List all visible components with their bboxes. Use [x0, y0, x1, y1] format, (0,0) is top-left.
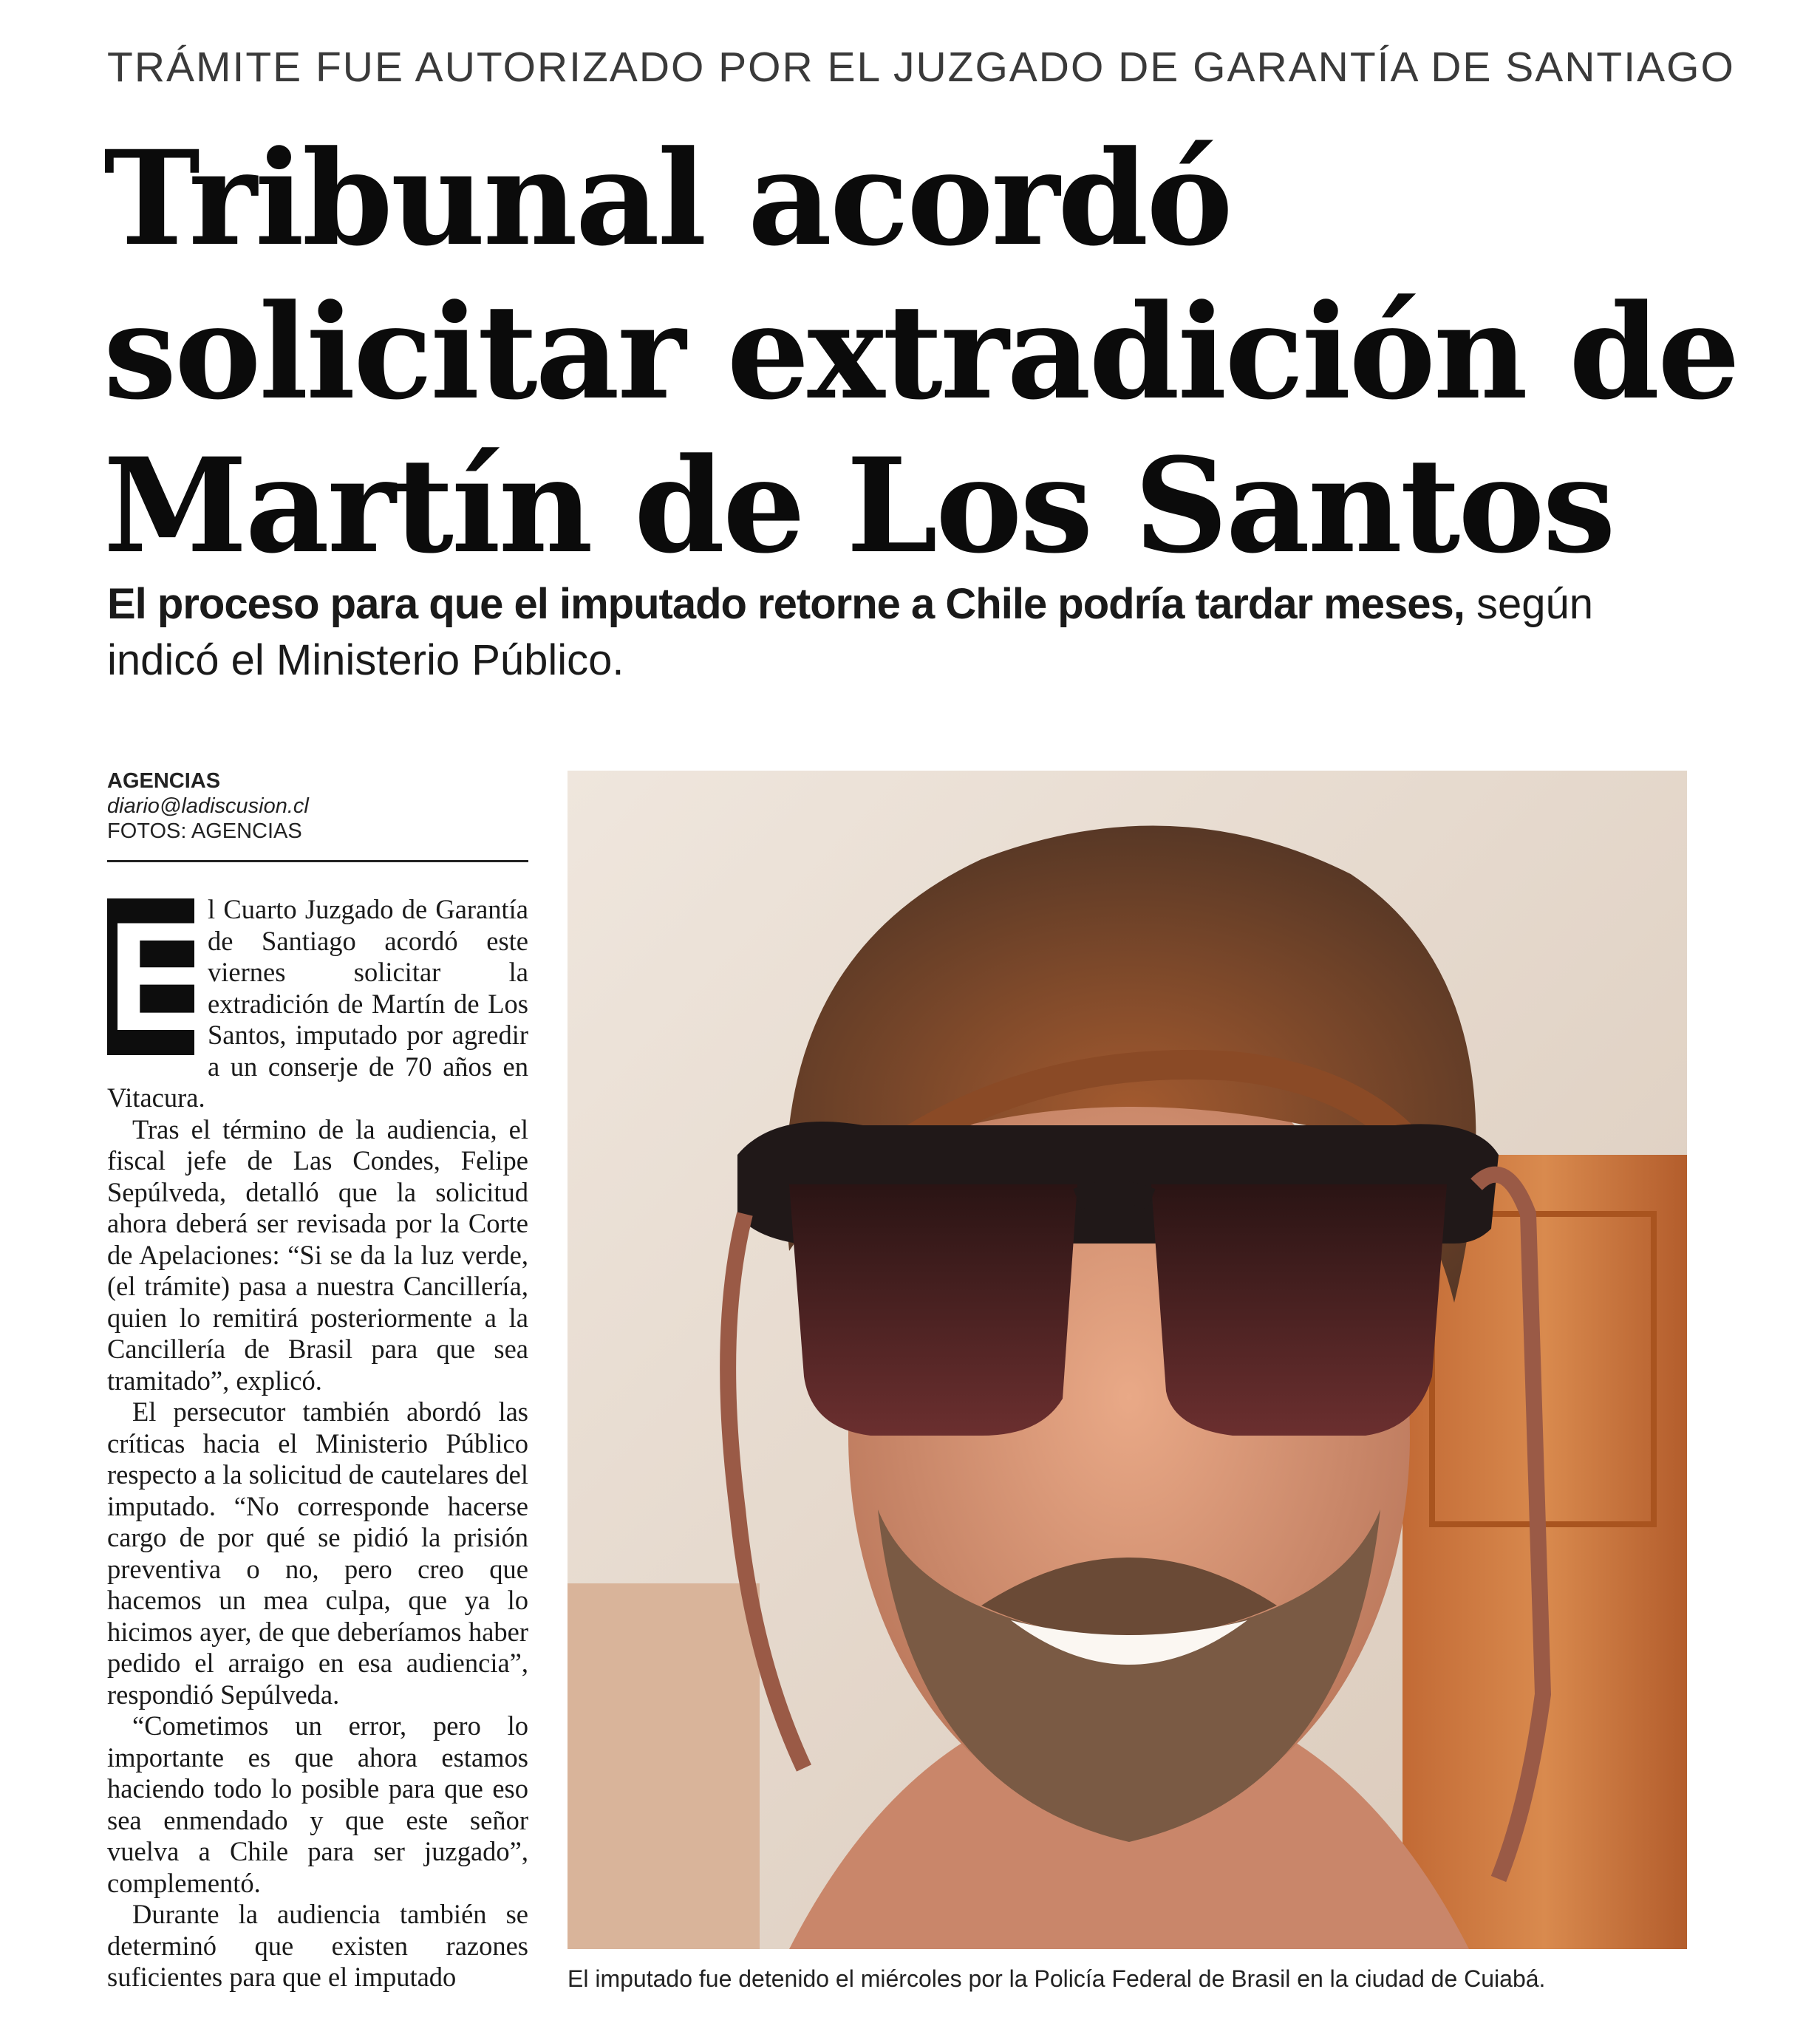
paragraph-3: El persecutor también abordó las críticas hacia el Ministerio Público respecto a la solicitud de cautelares del imputado. “No corresponde hacerse cargo de por qué se pidió la prisión preventiva o no, pero creo que hacemos un mea culpa, que ya lo hicimos ayer, de que deberíamos haber pedido el arraigo en esa audiencia”, respondió Sepúlveda.	[107, 1396, 528, 1710]
headline-line-1: Tribunal acordó	[103, 122, 1231, 275]
article-body	[107, 894, 528, 2017]
paragraph-4: “Cometimos un error, pero lo importante es que ahora estamos haciendo todo lo posible para que eso sea enmendado y que este señor vuelva a Chile para ser juzgado”, complementó.	[107, 1710, 528, 1898]
headline	[103, 122, 1803, 583]
kicker: TRÁMITE FUE AUTORIZADO POR EL JUZGADO DE GARANTÍA DE SANTIAGO	[107, 44, 1735, 91]
paragraph-1	[107, 894, 528, 1114]
headline-line-3: Martín de Los Santos	[103, 429, 1614, 582]
deck-bold: El proceso para que el imputado retorne a Chile podría tardar meses,	[107, 580, 1465, 628]
deck	[107, 576, 1659, 689]
deck-regular: según indicó el Ministerio Público.	[107, 580, 1594, 684]
byline-agency: AGENCIAS	[107, 769, 221, 793]
paragraph-2: Tras el término de la audiencia, el fiscal jefe de Las Condes, Felipe Sepúlveda, detalló que la solicitud ahora deberá ser revisada por la Corte de Apelaciones: “Si se da la luz verde, (el trámite) pasa a nuestra Cancillería, quien lo remitirá posteriormente a la Cancillería de Brasil para que sea tramitado”, explicó.	[107, 1113, 528, 1396]
byline-email[interactable]: diario@ladiscusion.cl	[107, 794, 309, 818]
byline-photos: FOTOS: AGENCIAS	[107, 819, 302, 843]
portrait-illustration	[568, 771, 1687, 1949]
paragraph-5: Durante la audiencia también se determinó que existen razones suficientes para que el imputado	[107, 1899, 528, 1992]
drop-cap: E	[107, 894, 211, 1063]
paragraph-1-text: l Cuarto Juzgado de Garantía de Santiago acordó este viernes solicitar la extradición de Martín de Los Santos, imputado por agredir a un conserje de 70 años en Vitacura.	[107, 894, 528, 1113]
portrait-photo	[568, 771, 1687, 1949]
headline-line-2: solicitar extradición de	[103, 276, 1739, 429]
photo-caption: El imputado fue detenido el miércoles por la Policía Federal de Brasil en la ciudad de Cuiabá.	[568, 1965, 1546, 1992]
byline	[107, 768, 528, 862]
